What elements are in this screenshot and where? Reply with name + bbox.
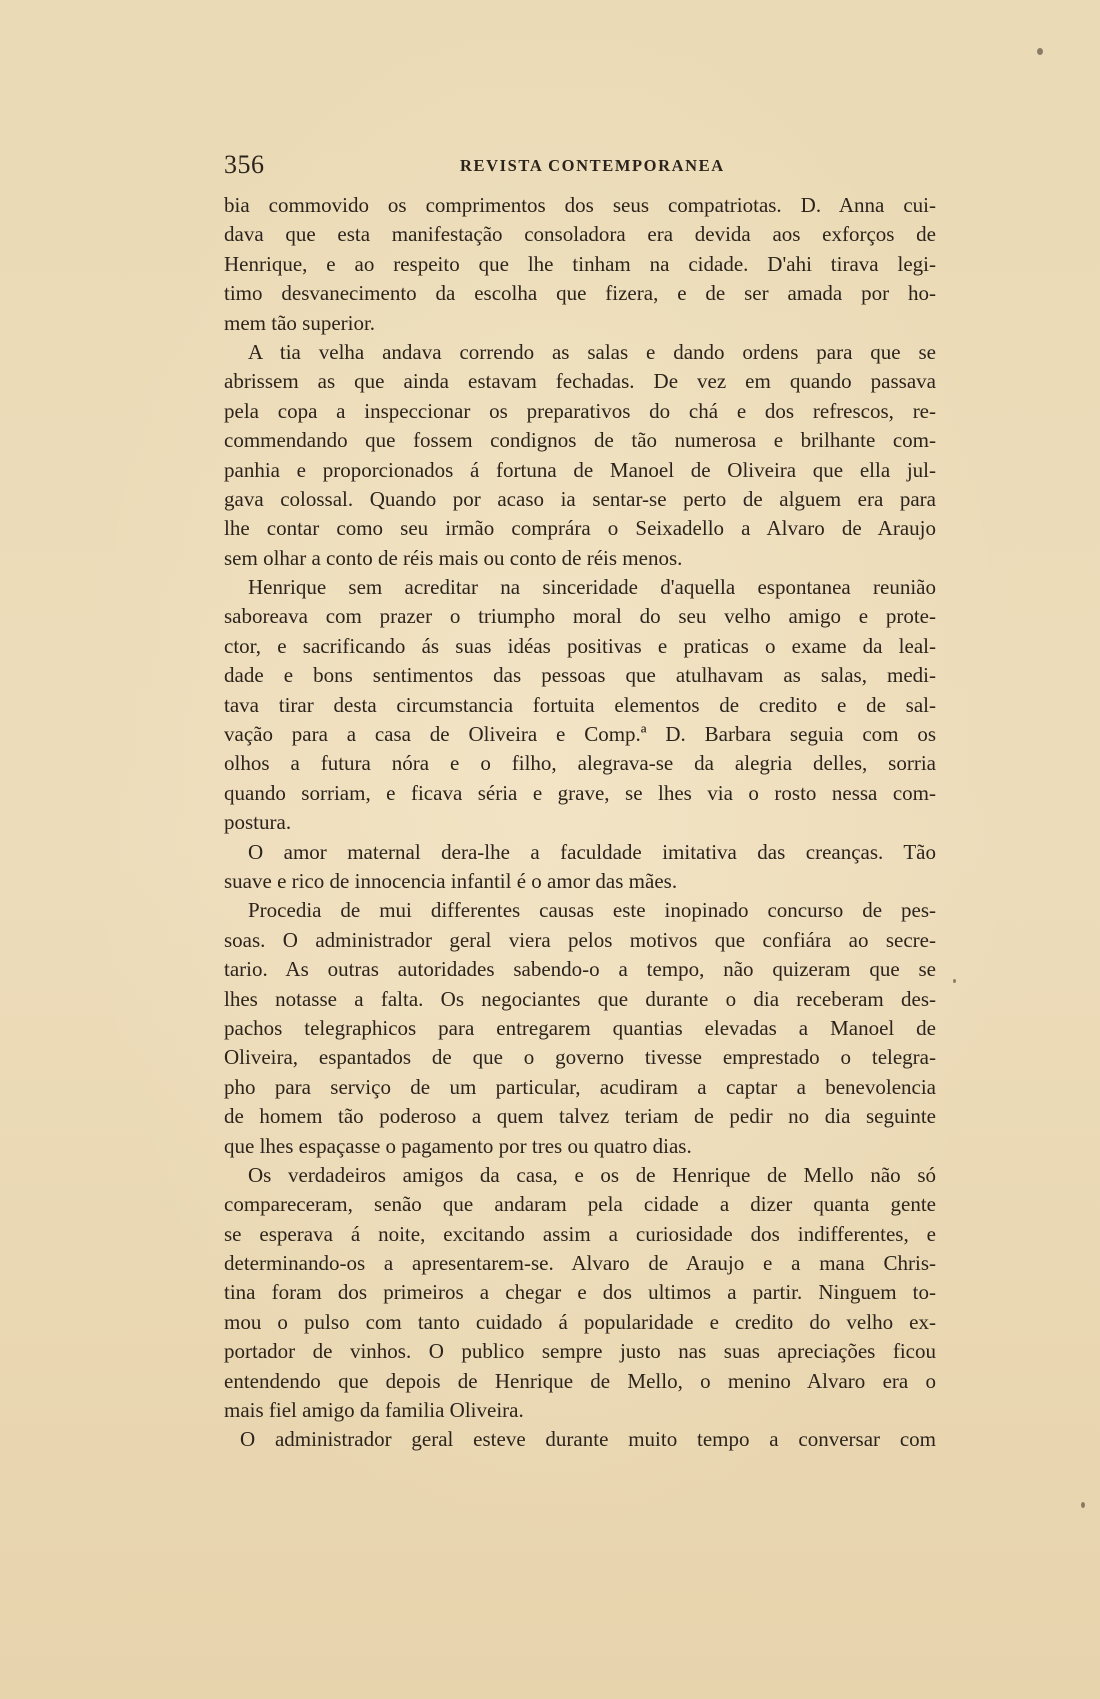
ink-spot bbox=[1037, 48, 1043, 55]
text-line: bia commovido os comprimentos dos seus compatriotas. D. Anna cui- bbox=[224, 193, 936, 217]
text-line: dava que esta manifestação consoladora era devida aos exforços de bbox=[224, 222, 936, 247]
text-line: compareceram, senão que andaram pela cidade a dizer quanta gente bbox=[224, 1192, 936, 1217]
text-line: panhia e proporcionados á fortuna de Manoel de Oliveira que ella jul- bbox=[224, 457, 936, 482]
text-line: commendando que fossem condignos de tão numerosa e brilhante com- bbox=[224, 428, 936, 453]
text-line: mou o pulso com tanto cuidado á popularidade e credito do velho ex- bbox=[224, 1309, 936, 1334]
text-line: Henrique, e ao respeito que lhe tinham na cidade. D'ahi tirava legi- bbox=[224, 251, 936, 276]
text-line: Procedia de mui differentes causas este inopinado concurso de pes- bbox=[248, 898, 936, 923]
text-line: gava colossal. Quando por acaso ia sentar-se perto de alguem era para bbox=[224, 486, 936, 511]
text-line: pachos telegraphicos para entregarem quantias elevadas a Manoel de bbox=[224, 1015, 936, 1040]
text-line: O amor maternal dera-lhe a faculdade imitativa das creanças. Tão bbox=[248, 839, 936, 864]
text-line: postura. bbox=[224, 810, 292, 835]
text-line: tava tirar desta circumstancia fortuita elementos de credito e de sal- bbox=[224, 692, 936, 717]
text-line: vação para a casa de Oliveira e Comp.ª D. Barbara seguia com os bbox=[224, 722, 936, 747]
text-line: portador de vinhos. O publico sempre justo nas suas apreciações ficou bbox=[224, 1339, 936, 1364]
text-line: saboreava com prazer o triumpho moral do seu velho amigo e prote- bbox=[224, 604, 936, 629]
running-header bbox=[224, 150, 936, 180]
page-number: 356 bbox=[224, 150, 265, 179]
text-line: A tia velha andava correndo as salas e dando ordens para que se bbox=[248, 339, 936, 364]
text-line: quando sorriam, e ficava séria e grave, se lhes via o rosto nessa com- bbox=[224, 780, 936, 805]
text-line: tina foram dos primeiros a chegar e dos ultimos a partir. Ninguem to- bbox=[224, 1280, 936, 1305]
text-line: pho para serviço de um particular, acudiram a captar a benevolencia bbox=[224, 1074, 936, 1099]
body-text bbox=[224, 191, 936, 1455]
text-line: suave e rico de innocencia infantil é o amor das mães. bbox=[224, 868, 678, 893]
text-line: mem tão superior. bbox=[224, 310, 376, 335]
text-line: mais fiel amigo da familia Oliveira. bbox=[224, 1398, 524, 1423]
text-line: dade e bons sentimentos das pessoas que atulhavam as salas, medi- bbox=[224, 663, 936, 688]
ink-spot bbox=[1081, 1502, 1085, 1508]
text-line: lhe contar como seu irmão comprára o Seixadello a Alvaro de Araujo bbox=[224, 516, 936, 541]
text-line: timo desvanecimento da escolha que fizera, e de ser amada por ho- bbox=[224, 281, 936, 306]
text-line: tario. As outras autoridades sabendo-o a tempo, não quizeram que se bbox=[224, 957, 936, 982]
text-line: pela copa a inspeccionar os preparativos do chá e dos refrescos, re- bbox=[224, 398, 936, 423]
text-line: olhos a futura nóra e o filho, alegrava-se da alegria delles, sorria bbox=[224, 751, 936, 776]
ink-spot bbox=[953, 979, 956, 983]
text-line: que lhes espaçasse o pagamento por tres ou quatro dias. bbox=[224, 1133, 692, 1158]
text-line: Oliveira, espantados de que o governo tivesse emprestado o telegra- bbox=[224, 1045, 936, 1070]
text-line: abrissem as que ainda estavam fechadas. De vez em quando passava bbox=[224, 369, 936, 394]
text-line: lhes notasse a falta. Os negociantes que durante o dia receberam des- bbox=[224, 986, 936, 1011]
running-title: REVISTA CONTEMPORANEA bbox=[460, 156, 725, 175]
text-line: sem olhar a conto de réis mais ou conto de réis menos. bbox=[224, 545, 683, 570]
text-line: Henrique sem acreditar na sinceridade d'aquella espontanea reunião bbox=[248, 575, 936, 600]
text-line: de homem tão poderoso a quem talvez teriam de pedir no dia seguinte bbox=[224, 1104, 936, 1129]
text-line: determinando-os a apresentarem-se. Alvaro de Araujo e a mana Chris- bbox=[224, 1251, 936, 1276]
text-line: O administrador geral esteve durante muito tempo a conversar com bbox=[240, 1427, 936, 1452]
text-line: ctor, e sacrificando ás suas idéas positivas e praticas o exame da leal- bbox=[224, 633, 936, 658]
text-line: Os verdadeiros amigos da casa, e os de Henrique de Mello não só bbox=[248, 1162, 936, 1187]
text-line: entendendo que depois de Henrique de Mello, o menino Alvaro era o bbox=[224, 1368, 936, 1393]
text-line: soas. O administrador geral viera pelos motivos que confiára ao secre- bbox=[224, 927, 936, 952]
text-line: se esperava á noite, excitando assim a curiosidade dos indifferentes, e bbox=[224, 1221, 936, 1246]
